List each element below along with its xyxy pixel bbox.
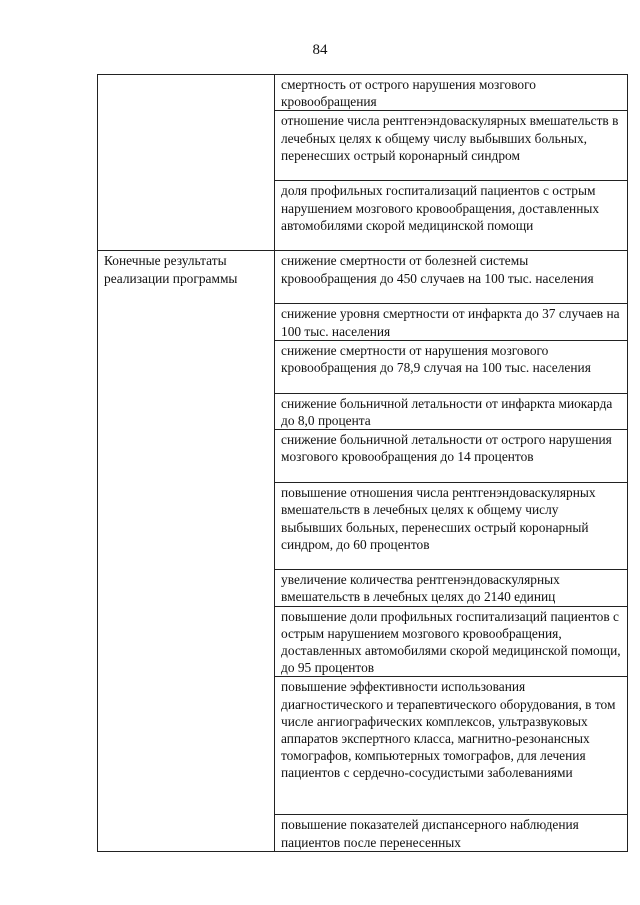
table-cell: повышение показателей диспансерного наблюдения пациентов после перенесенных	[275, 815, 628, 851]
empty-left-cell	[98, 340, 275, 393]
empty-left-cell	[98, 815, 275, 851]
table-row	[98, 430, 628, 483]
table-row	[98, 677, 628, 815]
table-row	[98, 75, 628, 111]
table-cell: смертность от острого нарушения мозгового кровообращения	[275, 75, 628, 111]
section-label: Конечные результаты реализации программы	[98, 251, 275, 304]
table-row	[98, 570, 628, 606]
empty-left-cell	[98, 483, 275, 570]
empty-left-cell	[98, 677, 275, 815]
table-cell: снижение больничной летальности от острого нарушения мозгового кровообращения до 14 процентов	[275, 430, 628, 483]
table-cell: снижение уровня смертности от инфаркта до 37 случаев на 100 тыс. населения	[275, 304, 628, 340]
program-results-table	[97, 74, 628, 852]
table-cell: увеличение количества рентгенэндоваскулярных вмешательств в лечебных целях до 2140 единиц	[275, 570, 628, 606]
empty-left-cell	[98, 304, 275, 340]
page-number: 84	[312, 42, 328, 58]
table-row	[98, 181, 628, 251]
table-cell: доля профильных госпитализаций пациентов с острым нарушением мозгового кровообращения, доставленных автомобилями скорой медицинской помощи	[275, 181, 628, 251]
empty-left-cell	[98, 75, 275, 111]
table-cell: повышение доли профильных госпитализаций пациентов с острым нарушением мозгового кровообращения, доставленных автомобилями скорой медицинской помощи, до 95 процентов	[275, 606, 628, 677]
table-row	[98, 393, 628, 429]
table-cell: отношение числа рентгенэндоваскулярных вмешательств в лечебных целях к общему числу выбывших больных, перенесших острый коронарный синдром	[275, 111, 628, 181]
table-row	[98, 304, 628, 340]
empty-left-cell	[98, 570, 275, 606]
table-cell: повышение отношения числа рентгенэндоваскулярных вмешательств в лечебных целях к общему числу выбывших больных, перенесших острый коронарный синдром, до 60 процентов	[275, 483, 628, 570]
table-cell: снижение смертности от болезней системы кровообращения до 450 случаев на 100 тыс. населения	[275, 251, 628, 304]
empty-left-cell	[98, 393, 275, 429]
empty-left-cell	[98, 606, 275, 677]
empty-left-cell	[98, 430, 275, 483]
table-row	[98, 815, 628, 851]
table-cell: снижение больничной летальности от инфаркта миокарда до 8,0 процента	[275, 393, 628, 429]
table-row	[98, 606, 628, 677]
empty-left-cell	[98, 111, 275, 181]
empty-left-cell	[98, 181, 275, 251]
table-cell: повышение эффективности использования диагностического и терапевтического оборудования, в том числе ангиографических комплексов, ультразвуковых аппаратов экспертного класса, магнитно-резонансных томографов, компьютерных томографов, для лечения пациентов с сердечно-сосудистыми заболеваниями	[275, 677, 628, 815]
table-cell: снижение смертности от нарушения мозгового кровообращения до 78,9 случая на 100 тыс. населения	[275, 340, 628, 393]
table-row	[98, 251, 628, 304]
table-row	[98, 340, 628, 393]
table-row	[98, 111, 628, 181]
table-row	[98, 483, 628, 570]
